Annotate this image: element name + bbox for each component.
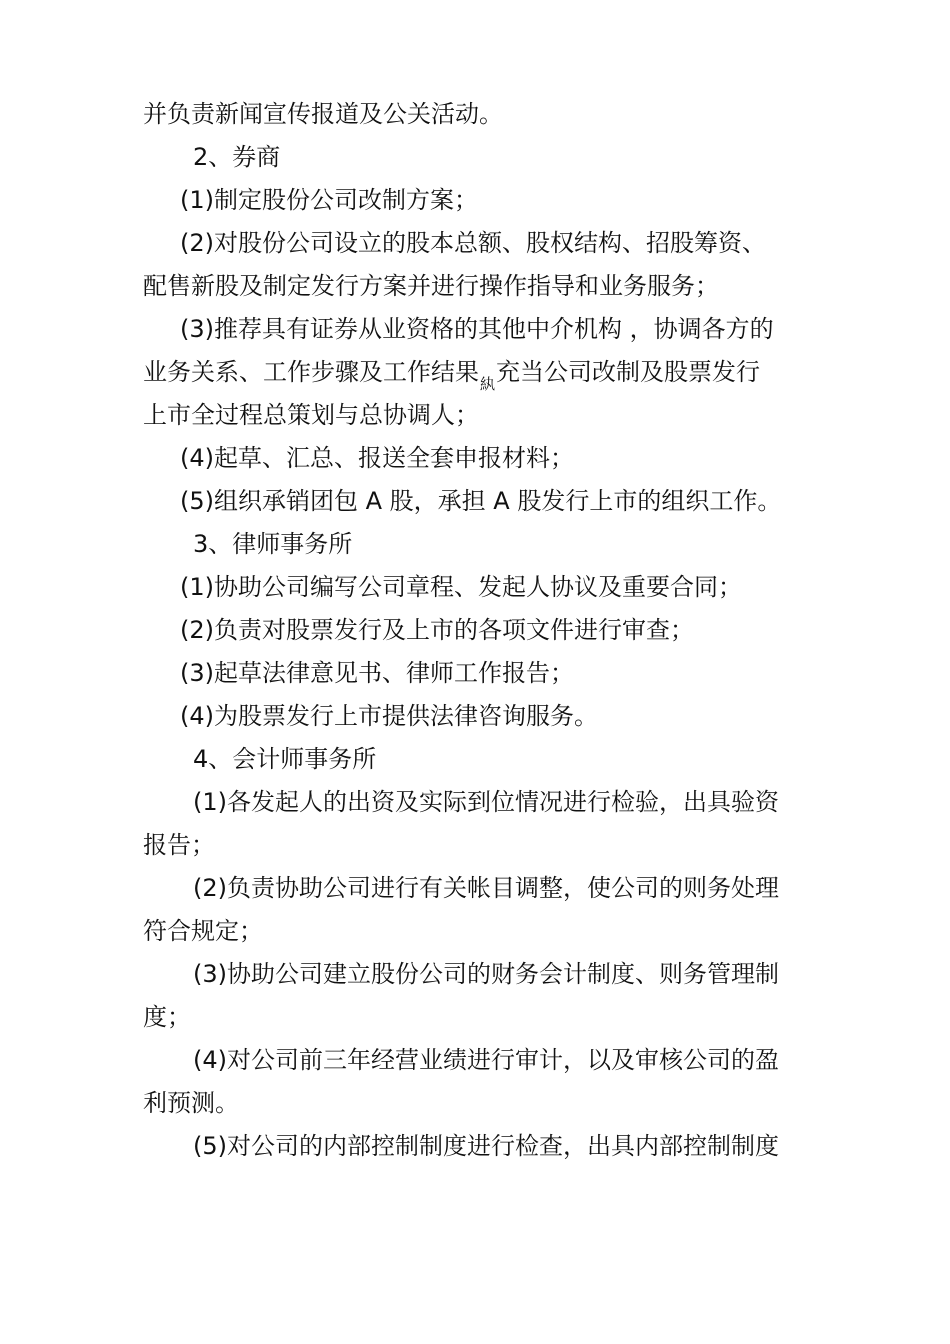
list-item: (5)组织承销团包 A 股，承担 A 股发行上市的组织工作。 (180, 487, 782, 515)
list-item-continuation: 符合规定； (143, 917, 263, 945)
list-item-continuation: 利预测。 (143, 1089, 239, 1117)
list-item: (2)负责协助公司进行有关帐目调整，使公司的则务处理 (193, 874, 779, 902)
list-item: (2)负责对股票发行及上市的各项文件进行审查； (180, 616, 694, 644)
list-item: (1)协助公司编写公司章程、发起人协议及重要合同； (180, 573, 742, 601)
list-item: (4)起草、汇总、报送全套申报材料； (180, 444, 574, 472)
list-item: (1)制定股份公司改制方案； (180, 186, 478, 214)
list-item: (2)对股份公司设立的股本总额、股权结构、招股筹资、 (180, 229, 766, 257)
list-item-continuation: 报告； (143, 831, 215, 859)
section-heading-law-firm: 3、律师事务所 (193, 530, 353, 558)
section-heading-securities: 2、券商 (193, 143, 281, 171)
text-run: 充当公司改制及股票发行 (496, 358, 761, 386)
list-item: (3)起草法律意见书、律师工作报告； (180, 659, 574, 687)
list-item: (1)各发起人的出资及实际到位情况进行检验，出具验资 (193, 788, 779, 816)
list-item-continuation (143, 356, 761, 393)
list-item: (4)对公司前三年经营业绩进行审计，以及审核公司的盈 (193, 1046, 779, 1074)
list-item-continuation: 上市全过程总策划与总协调人； (143, 401, 479, 429)
text-run: 业务关系、工作步骤及工作结果 (143, 358, 479, 386)
list-item-continuation: 度； (143, 1003, 191, 1031)
list-item: (3)推荐具有证券从业资格的其他中介机构 ，协调各方的 (180, 315, 774, 343)
list-item: (5)对公司的内部控制制度进行检查，出具内部控制制度 (193, 1132, 779, 1160)
list-item-continuation: 配售新股及制定发行方案并进行操作指导和业务服务； (143, 272, 719, 300)
section-heading-accounting-firm: 4、会计师事务所 (193, 745, 377, 773)
list-item: (4)为股票发行上市提供法律咨询服务。 (180, 702, 598, 730)
list-item: (3)协助公司建立股份公司的财务会计制度、则务管理制 (193, 960, 779, 988)
paragraph-line: 并负责新闻宣传报道及公关活动。 (143, 100, 503, 128)
stray-character-mark: 紈 (480, 375, 496, 393)
